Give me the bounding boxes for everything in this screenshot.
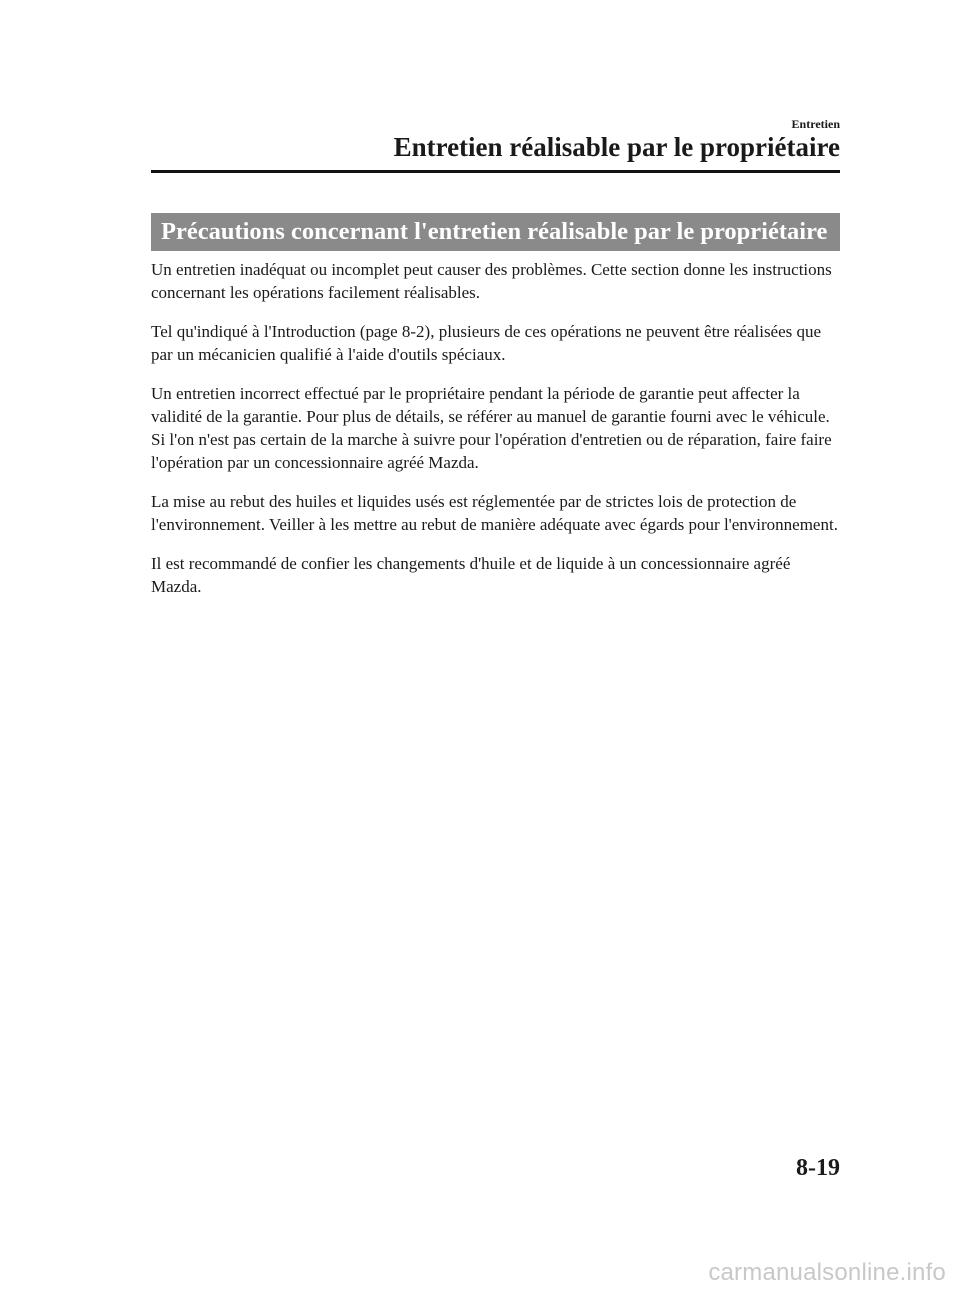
header-divider xyxy=(151,170,840,173)
running-header-title: Entretien réalisable par le propriétaire xyxy=(393,132,840,162)
paragraph: Un entretien incorrect effectué par le propriétaire pendant la période de garantie peut affecter la validité de la garantie. Pour plus de détails, se référer au manuel de garantie fourni avec le véhicule. Si l'on n'est pas certain de la marche à suivre pour l'opération d'entretien ou de réparation, faire faire l'opération par un concessionnaire agréé Mazda. xyxy=(151,384,832,472)
section-heading-banner xyxy=(151,213,840,251)
section-heading: Précautions concernant l'entretien réalisable par le propriétaire xyxy=(161,218,828,245)
paragraph: La mise au rebut des huiles et liquides usés est réglementée par de strictes lois de protection de l'environnement. Veiller à les mettre au rebut de manière adéquate avec égards pour l'environnement. xyxy=(151,492,838,534)
page-number: 8-19 xyxy=(796,1155,840,1181)
watermark: carmanualsonline.info xyxy=(708,1259,946,1286)
paragraph: Un entretien inadéquat ou incomplet peut causer des problèmes. Cette section donne les instructions concernant les opérations facilement réalisables. xyxy=(151,260,832,302)
paragraph: Tel qu'indiqué à l'Introduction (page 8-2), plusieurs de ces opérations ne peuvent être réalisées que par un mécanicien qualifié à l'aide d'outils spéciaux. xyxy=(151,322,822,364)
body-text xyxy=(151,258,841,614)
running-header-section: Entretien xyxy=(791,117,840,131)
paragraph: Il est recommandé de confier les changements d'huile et de liquide à un concessionnaire agréé Mazda. xyxy=(151,554,791,596)
